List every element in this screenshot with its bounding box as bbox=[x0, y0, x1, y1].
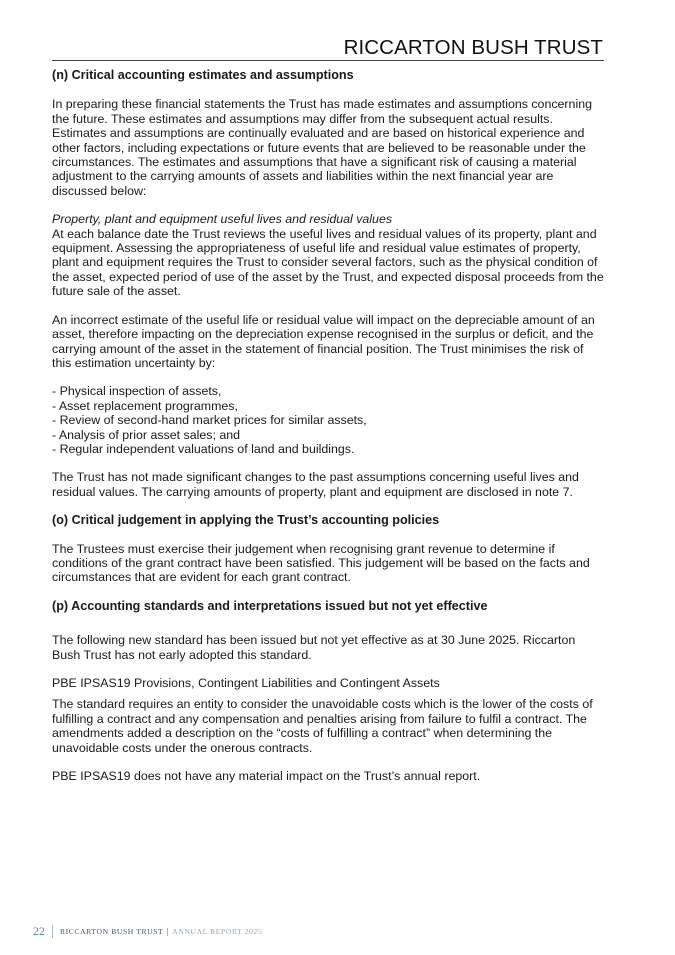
page-footer bbox=[33, 924, 262, 939]
footer-divider bbox=[167, 928, 168, 936]
section-n-intro: In preparing these financial statements the Trust has made estimates and assumptions concerning the future. These estimates and assumptions may differ from the subsequent actual results. Estimates and assumptions are continually evaluated and are based on historical experience and other factors, including expectations or future events that are believed to be reasonable under the circumstances. The estimates and assumptions that have a significant risk of causing a material adjustment to the carrying amounts of assets and liabilities within the next financial year are discussed below: bbox=[52, 97, 592, 198]
list-item: - Review of second-hand market prices for similar assets, bbox=[52, 413, 367, 428]
section-p-para-3: PBE IPSAS19 does not have any material impact on the Trust’s annual report. bbox=[52, 769, 481, 784]
section-n-para-2: An incorrect estimate of the useful life or residual value will impact on the depreciable amount of an asset, therefore impacting on the depreciation expense recognised in the surplus or deficit, and the carrying amount of the asset in the statement of financial position. The Trust minimises the risk of this estimation uncertainty by: bbox=[52, 312, 595, 370]
section-p-heading: (p) Accounting standards and interpretations issued but not yet effective bbox=[52, 598, 488, 613]
section-n-para-1: At each balance date the Trust reviews the useful lives and residual values of its property, plant and equipment. Assessing the appropriateness of useful life and residual value estimates of property, plant and equipment requires the Trust to consider several factors, such as the physical condition of the asset, expected period of use of the asset by the Trust, and expected disposal proceeds from the future sale of the asset. bbox=[52, 226, 604, 299]
section-n-subheading: Property, plant and equipment useful lives and residual values bbox=[52, 212, 393, 227]
estimation-measures-list bbox=[52, 384, 604, 456]
page-header-title: RICCARTON BUSH TRUST bbox=[343, 36, 603, 59]
page-content bbox=[52, 66, 604, 783]
section-o-heading: (o) Critical judgement in applying the Trust’s accounting policies bbox=[52, 513, 440, 528]
list-item: - Asset replacement programmes, bbox=[52, 398, 238, 413]
footer-report-name: ANNUAL REPORT 2025 bbox=[172, 927, 263, 936]
footer-divider bbox=[52, 925, 53, 938]
section-n-para-3: The Trust has not made significant changes to the past assumptions concerning useful lives and residual values. The carrying amounts of property, plant and equipment are disclosed in note 7. bbox=[52, 470, 579, 499]
section-n-heading: (n) Critical accounting estimates and assumptions bbox=[52, 68, 354, 82]
list-item: - Analysis of prior asset sales; and bbox=[52, 427, 241, 442]
header-divider bbox=[52, 60, 604, 61]
list-item: - Regular independent valuations of land and buildings. bbox=[52, 441, 355, 456]
list-item: - Physical inspection of assets, bbox=[52, 384, 222, 399]
section-p-para-1: The following new standard has been issued but not yet effective as at 30 June 2025. Riccarton Bush Trust has not early adopted this standard. bbox=[52, 633, 576, 662]
section-p-standard-title: PBE IPSAS19 Provisions, Contingent Liabilities and Contingent Assets bbox=[52, 676, 440, 690]
footer-org-name: RICCARTON BUSH TRUST bbox=[60, 927, 164, 936]
page-number: 22 bbox=[33, 924, 45, 938]
section-p-para-2: The standard requires an entity to consider the unavoidable costs which is the lower of the costs of fulfilling a contract and any compensation and penalties arising from failure to fulfil a contract. The amendments added a description on the “costs of fulfilling a contract” when determining the unavoidable costs under the onerous contracts. bbox=[52, 697, 593, 755]
section-o-para-1: The Trustees must exercise their judgement when recognising grant revenue to determine if conditions of the grant contract have been satisfied. This judgement will be based on the facts and circumstances that are evident for each grant contract. bbox=[52, 541, 590, 585]
